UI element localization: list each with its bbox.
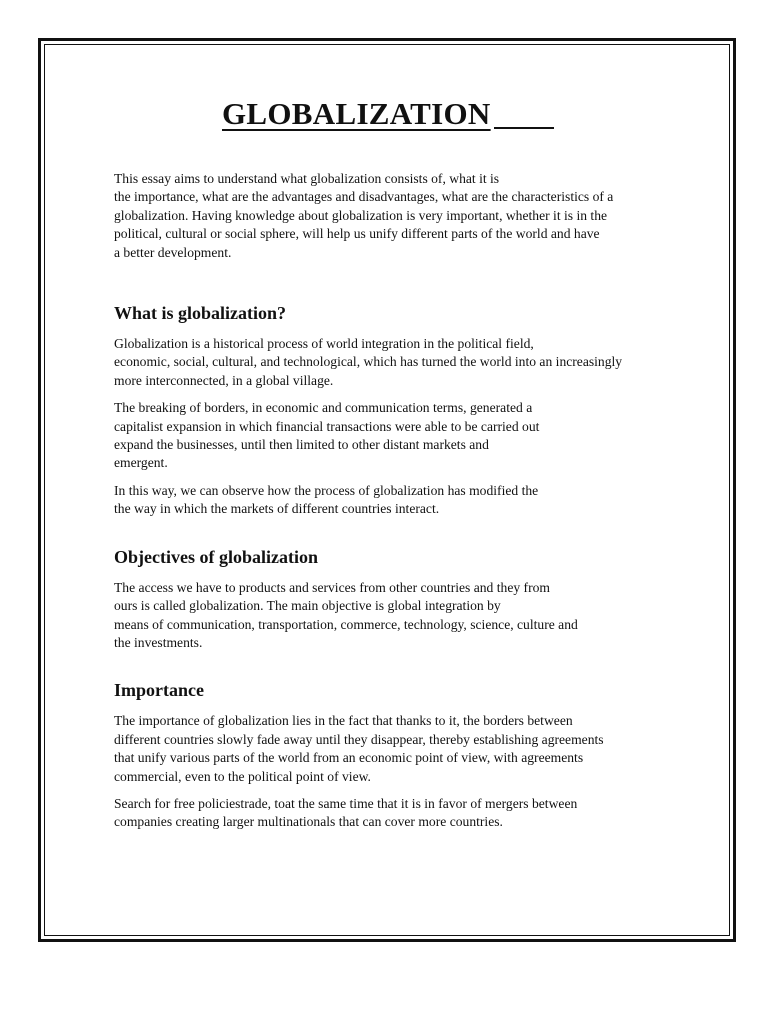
section-heading: Objectives of globalization — [114, 546, 318, 567]
text-line: commercial, even to the political point of view. — [114, 768, 371, 784]
text-line: more interconnected, in a global village. — [114, 372, 334, 388]
text-line: expand the businesses, until then limited to other distant markets and — [114, 437, 489, 453]
paragraph — [114, 399, 674, 473]
paragraph — [114, 795, 674, 832]
text-line: The importance of globalization lies in the fact that thanks to it, the borders between — [114, 713, 573, 729]
text-line: a better development. — [114, 244, 232, 260]
text-line: that unify various parts of the world from an economic point of view, with agreements — [114, 750, 584, 766]
text-line: political, cultural or social sphere, will help us unify different parts of the world and have — [114, 226, 600, 242]
text-line: companies creating larger multinationals that can cover more countries. — [114, 814, 503, 830]
intro-paragraph — [114, 170, 674, 262]
section-what-is-globalization — [114, 302, 674, 519]
text-line: This essay aims to understand what globalization consists of, what it is — [114, 171, 500, 186]
text-line: capitalist expansion in which financial transactions were able to be carried out — [114, 418, 540, 434]
section-heading: Importance — [114, 680, 204, 701]
text-line: Search for free policiestrade, toat the same time that it is in favor of mergers between — [114, 795, 578, 811]
text-line: different countries slowly fade away until they disappear, thereby establishing agreements — [114, 731, 604, 747]
text-line: In this way, we can observe how the process of globalization has modified the — [114, 482, 539, 498]
text-line: emergent. — [114, 455, 168, 471]
title-underline-extension — [494, 127, 554, 129]
text-line: means of communication, transportation, commerce, technology, science, culture and — [114, 616, 578, 632]
text-line: the investments. — [114, 634, 203, 650]
text-line: ours is called globalization. The main objective is global integration by — [114, 598, 501, 614]
section-heading: What is globalization? — [114, 303, 287, 324]
document-body — [114, 170, 674, 841]
text-line: globalization. Having knowledge about globalization is very important, whether it is in the — [114, 207, 608, 223]
document-title: GLOBALIZATION — [222, 96, 491, 131]
text-line: The breaking of borders, in economic and communication terms, generated a — [114, 400, 533, 416]
section-importance — [114, 679, 674, 831]
text-line: the way in which the markets of different countries interact. — [114, 501, 440, 517]
text-line: the importance, what are the advantages and disadvantages, what are the characteristics of a — [114, 189, 614, 205]
paragraph — [114, 335, 674, 390]
text-line: The access we have to products and services from other countries and they from — [114, 579, 550, 595]
paragraph — [114, 712, 674, 786]
paragraph — [114, 579, 674, 653]
paragraph — [114, 482, 674, 519]
text-line: economic, social, cultural, and technological, which has turned the world into an increasingly — [114, 354, 623, 370]
text-line: Globalization is a historical process of world integration in the political field, — [114, 336, 534, 352]
section-objectives — [114, 546, 674, 653]
